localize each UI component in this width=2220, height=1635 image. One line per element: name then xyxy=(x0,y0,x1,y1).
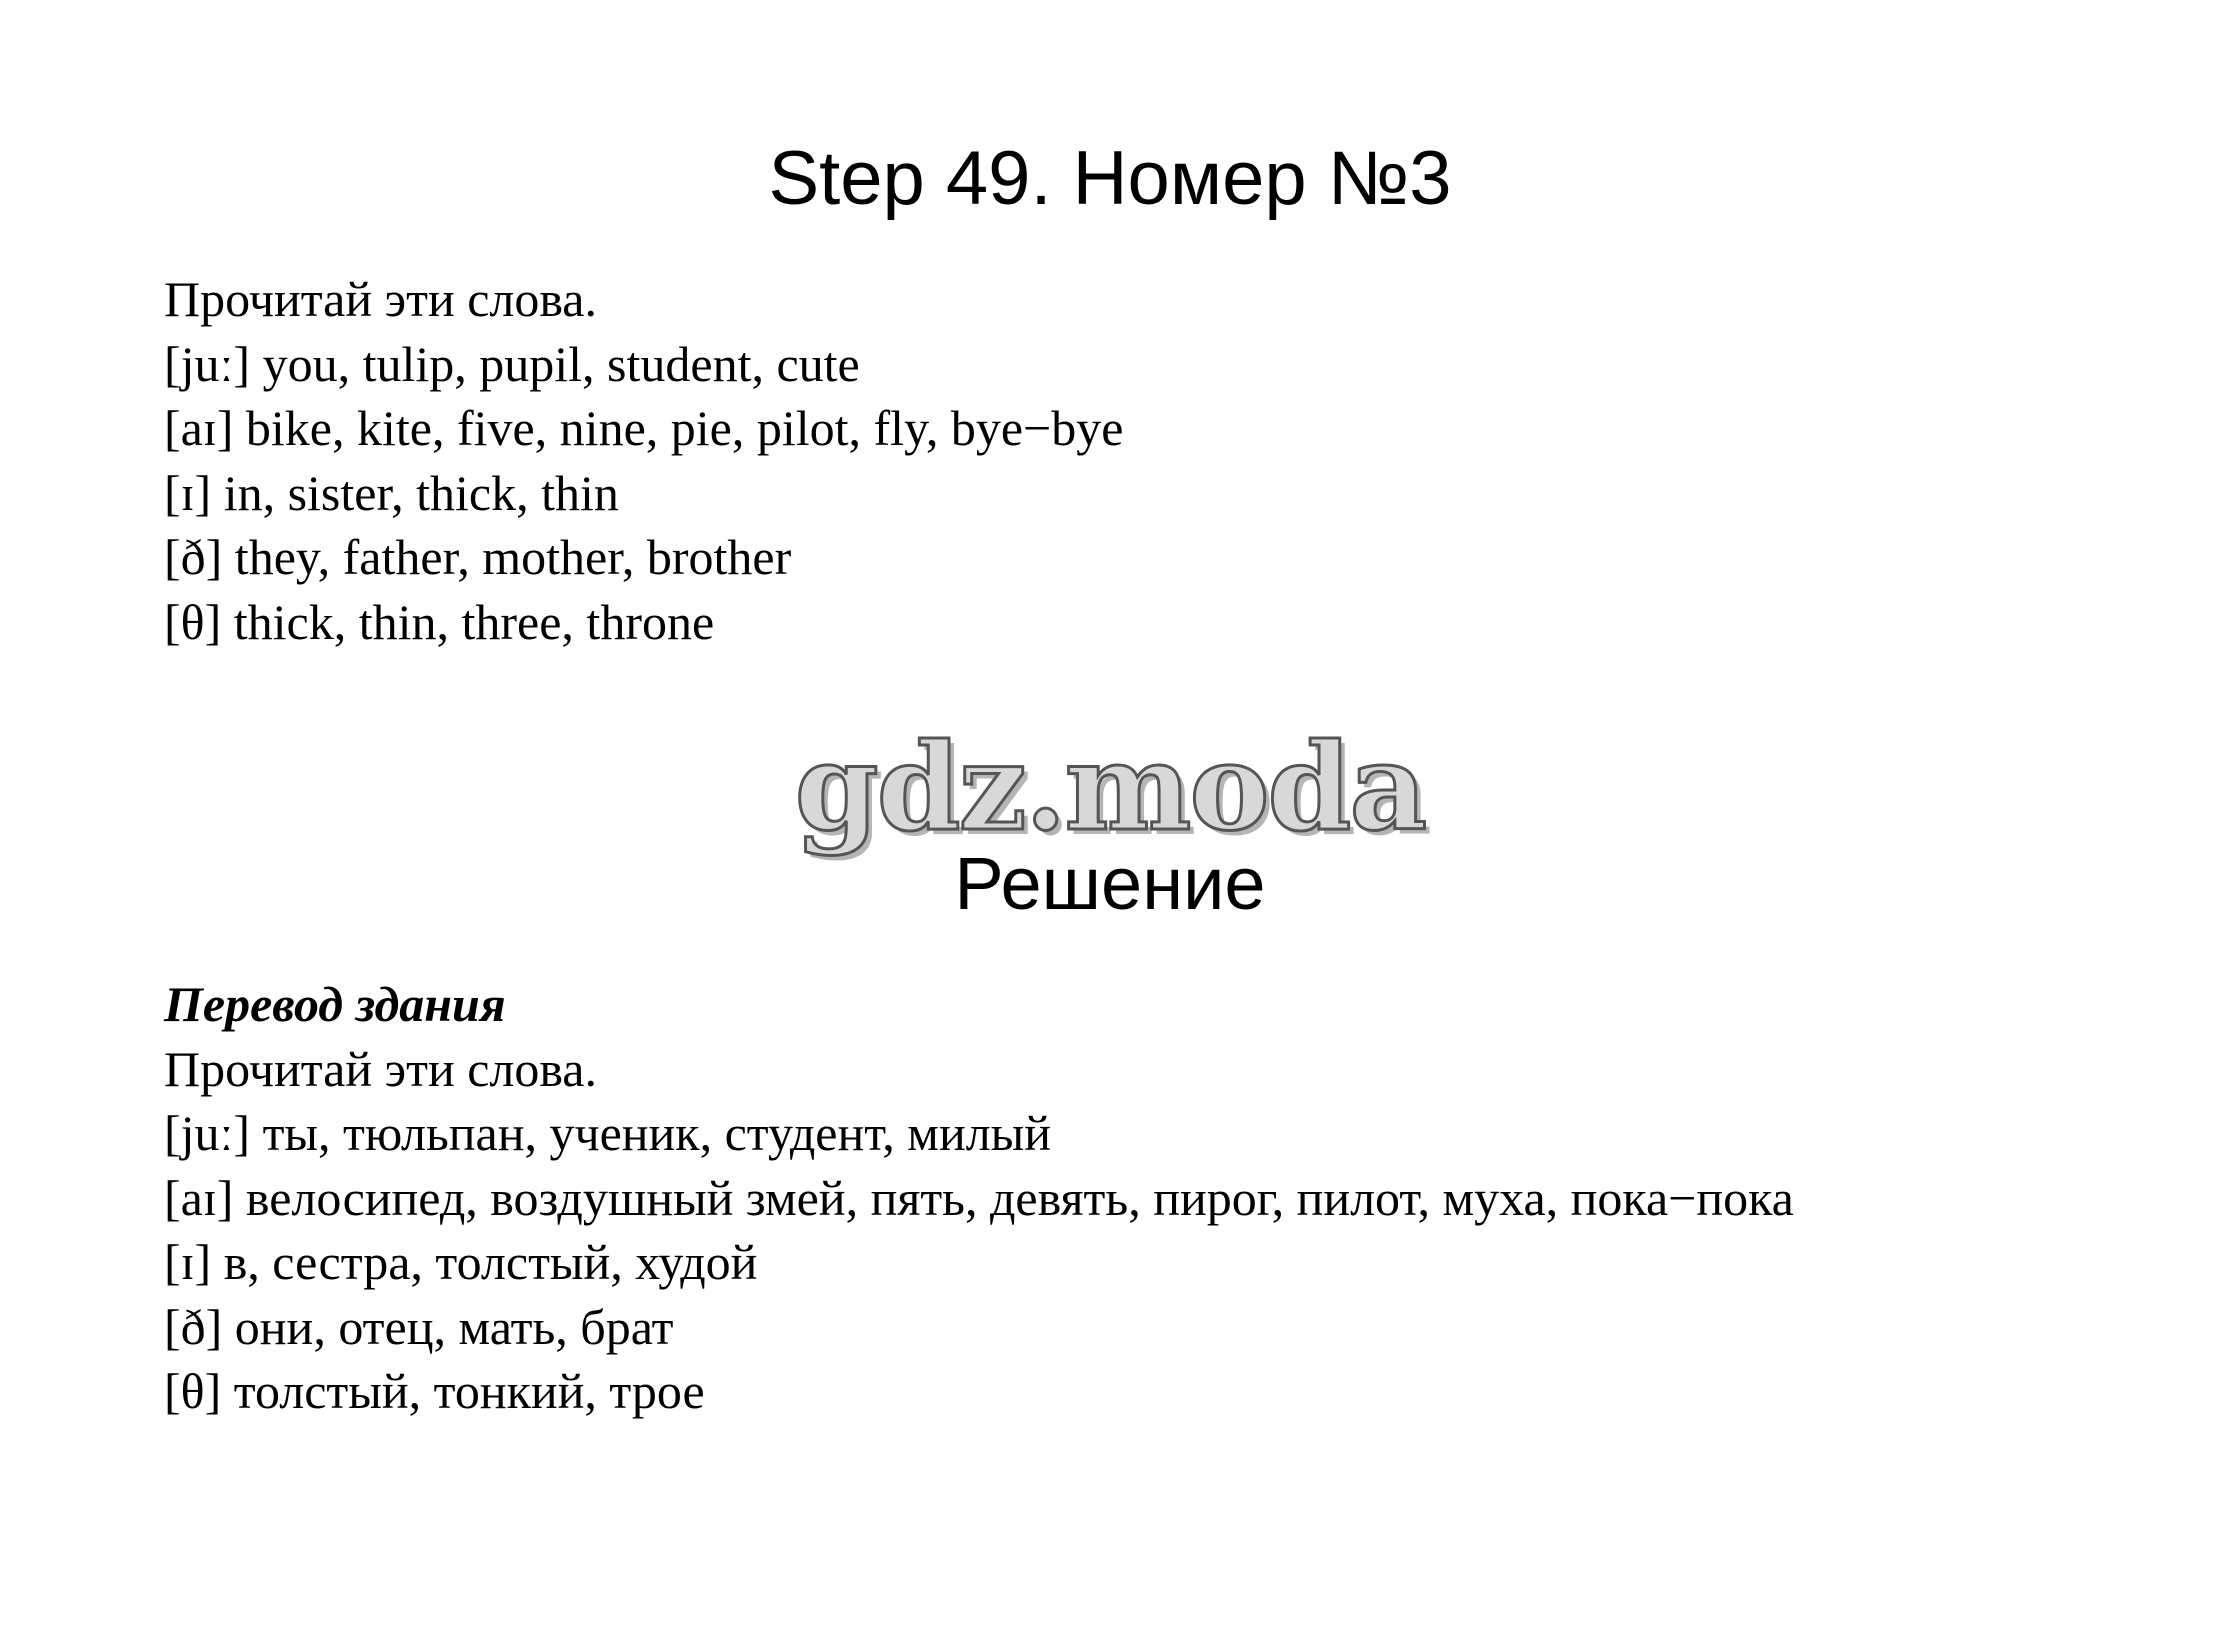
watermark-logo: gdz.moda xyxy=(794,717,1426,858)
task-line-ju: [juː] you, tulip, pupil, student, cute xyxy=(164,335,860,392)
task-instruction: Прочитай эти слова. xyxy=(164,271,597,327)
translation-line-eth: [ð] они, отец, мать, брат xyxy=(164,1298,674,1355)
translation-heading: Перевод здания xyxy=(164,976,506,1032)
task-line-eth: [ð] they, father, mother, brother xyxy=(164,529,792,585)
task-line-theta: [θ] thick, thin, three, throne xyxy=(164,593,715,650)
translation-line-ai: [aɪ] велосипед, воздушный змей, пять, девять, пирог, пилот, муха, пока−пока xyxy=(164,1169,1794,1226)
solution-heading: Решение xyxy=(954,842,1266,925)
translation-line-theta: [θ] толстый, тонкий, трое xyxy=(164,1363,705,1419)
translation-line-i: [ɪ] в, сестра, толстый, худой xyxy=(164,1234,758,1290)
translation-section xyxy=(164,972,1794,1424)
task-section xyxy=(164,267,1123,654)
translation-instruction: Прочитай эти слова. xyxy=(164,1040,597,1097)
translation-line-ju: [juː] ты, тюльпан, ученик, студент, милый xyxy=(164,1105,1052,1161)
page-title: Step 49. Номер №3 xyxy=(768,136,1452,221)
task-line-ai: [aɪ] bike, kite, five, nine, pie, pilot, fly, bye−bye xyxy=(164,400,1124,456)
task-line-i: [ɪ] in, sister, thick, thin xyxy=(164,464,619,521)
